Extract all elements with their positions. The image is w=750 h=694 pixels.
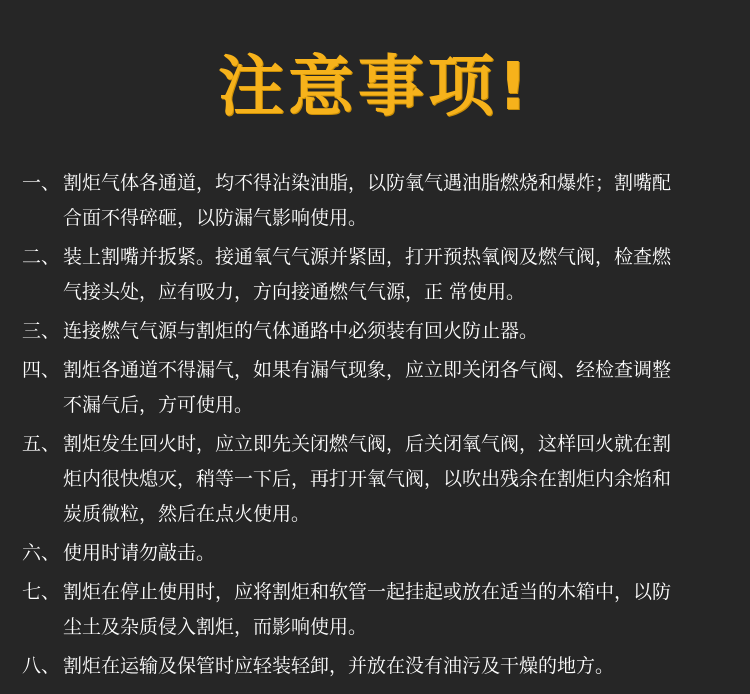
item-text-line: 割炬发生回火时，应立即先关闭燃气阀，后关闭氧气阀，这样回火就在割 xyxy=(63,433,672,455)
item-text-line: 炭质微粒，然后在点火使用。 xyxy=(63,503,311,525)
item-text-line: 割炬气体各通道，均不得沾染油脂，以防氧气遇油脂燃烧和爆炸；割嘴配 xyxy=(63,172,672,194)
list-item xyxy=(0,353,750,423)
list-item xyxy=(0,649,750,684)
item-text-line: 连接燃气气源与割炬的气体通路中必须装有回火防止器。 xyxy=(63,320,539,342)
item-text-line: 装上割嘴并扳紧。接通氧气气源并紧固，打开预热氧阀及燃气阀，检查燃 xyxy=(63,246,672,268)
item-number: 一、 xyxy=(22,172,61,194)
item-number: 七、 xyxy=(22,581,61,603)
item-number: 四、 xyxy=(22,359,61,381)
item-text-line: 气接头处，应有吸力，方向接通燃气气源，正 常使用。 xyxy=(63,281,526,303)
page-title: 注意事项! xyxy=(217,48,533,125)
list-item xyxy=(0,427,750,532)
list-item xyxy=(0,240,750,310)
list-item xyxy=(0,166,750,236)
list-item xyxy=(0,314,750,349)
item-number: 三、 xyxy=(22,320,61,342)
list-item xyxy=(0,536,750,571)
item-text-line: 割炬在停止使用时，应将割炬和软管一起挂起或放在适当的木箱中，以防 xyxy=(63,581,672,603)
list-item xyxy=(0,575,750,645)
item-number: 五、 xyxy=(22,433,61,455)
item-number: 二、 xyxy=(22,246,61,268)
item-text-line: 炬内很快熄灭，稍等一下后，再打开氧气阀，以吹出残余在割炬内余焰和 xyxy=(63,468,672,490)
item-text-line: 割炬各通道不得漏气，如果有漏气现象，应立即关闭各气阀、经检查调整 xyxy=(63,359,672,381)
notice-list xyxy=(0,166,750,688)
item-number: 六、 xyxy=(22,542,61,564)
item-text-line: 不漏气后，方可使用。 xyxy=(63,394,254,416)
item-text-line: 使用时请勿敲击。 xyxy=(63,542,216,564)
item-number: 八、 xyxy=(22,655,61,677)
item-text-line: 合面不得碎砸，以防漏气影响使用。 xyxy=(63,207,368,229)
item-text-line: 尘土及杂质侵入割炬，而影响使用。 xyxy=(63,616,368,638)
item-text-line: 割炬在运输及保管时应轻装轻卸，并放在没有油污及干燥的地方。 xyxy=(63,655,615,677)
